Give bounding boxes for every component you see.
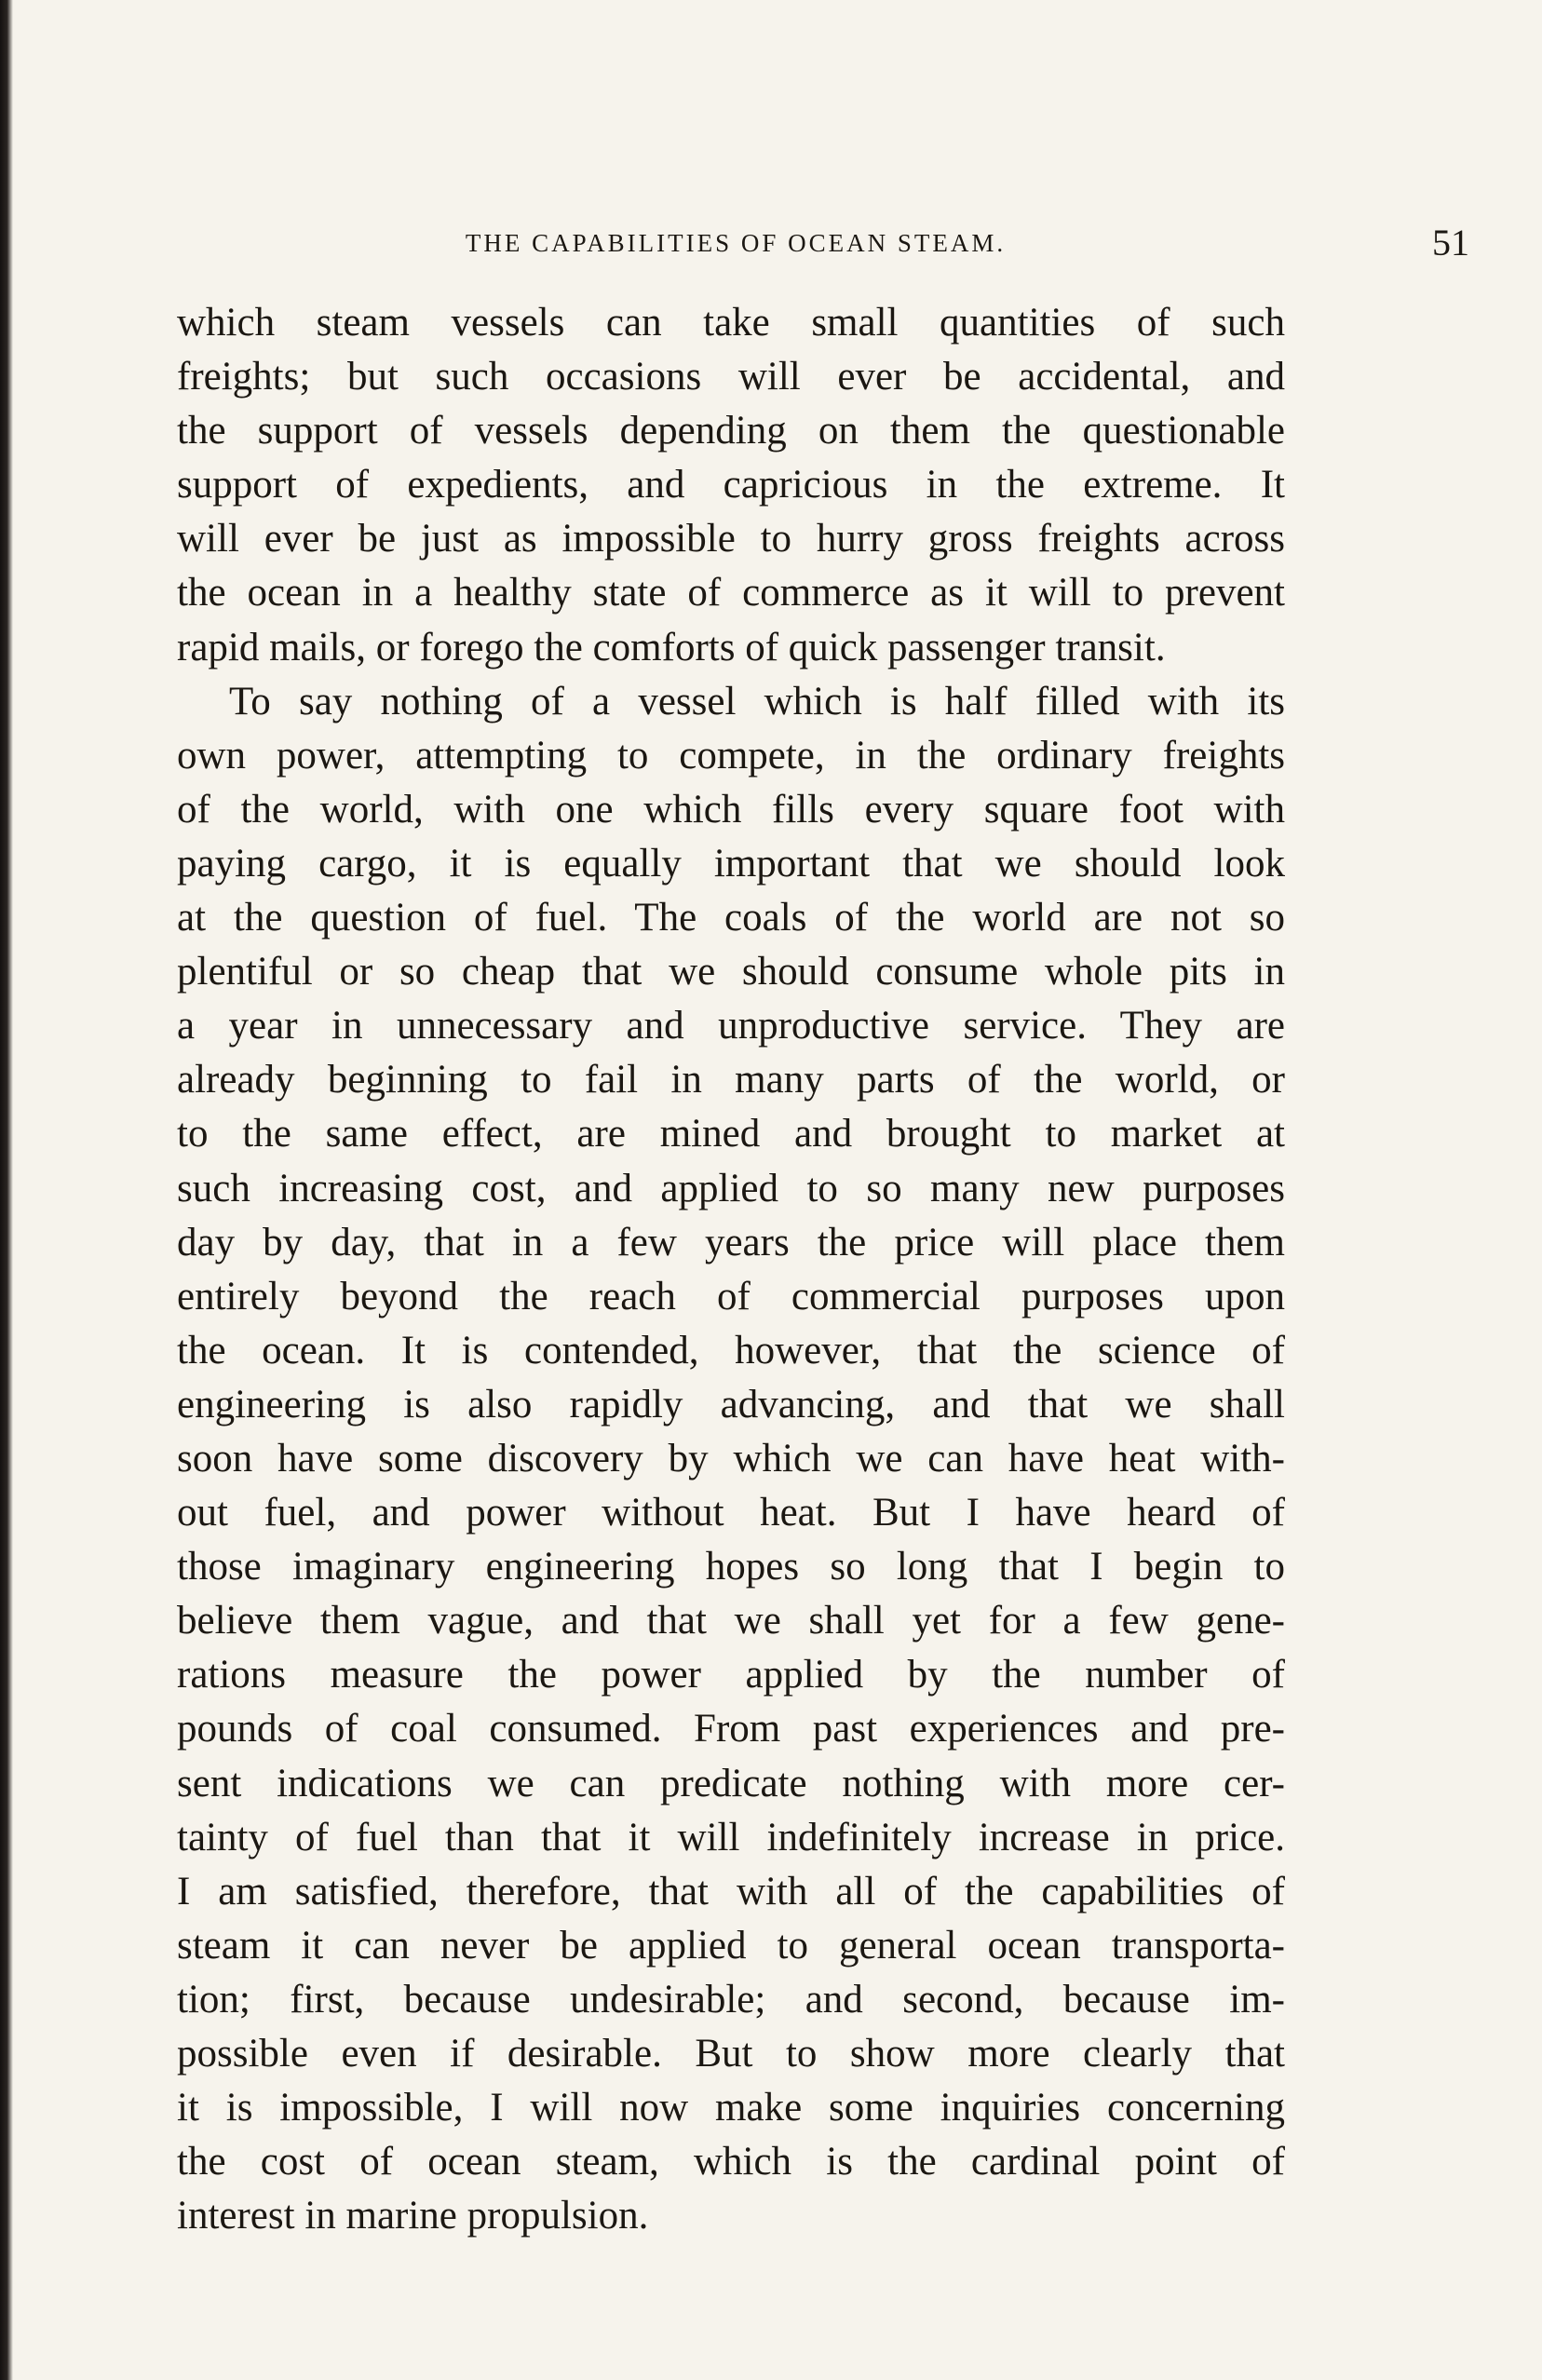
text-line: will ever be just as impossible to hurry gross freights across: [177, 517, 1285, 561]
text-line: steam it can never be applied to general ocean transporta-: [177, 1923, 1285, 1968]
text-line: such increasing cost, and applied to so many new purposes: [177, 1166, 1285, 1210]
text-line: paying cargo, it is equally important that we should look: [177, 841, 1285, 886]
text-line: a year in unnecessary and unproductive service. They are: [177, 1004, 1285, 1048]
text-line: which steam vessels can take small quantities of such: [177, 301, 1285, 345]
text-line: possible even if desirable. But to show more clearly that: [177, 2032, 1285, 2076]
text-line: the support of vessels depending on them the questionable: [177, 409, 1285, 453]
text-line: at the question of fuel. The coals of the world are not so: [177, 896, 1285, 940]
text-line: already beginning to fail in many parts of the world, or: [177, 1058, 1285, 1102]
text-line: entirely beyond the reach of commercial purposes upon: [177, 1274, 1285, 1318]
running-head: [177, 220, 1469, 266]
text-line: day by day, that in a few years the price will place them: [177, 1220, 1285, 1264]
text-line: I am satisfied, therefore, that with all of the capabilities of: [177, 1869, 1285, 1913]
text-line: the cost of ocean steam, which is the cardinal point of: [177, 2140, 1285, 2184]
body-text: [177, 296, 1285, 2243]
text-line: believe them vague, and that we shall yet for a few gene-: [177, 1599, 1285, 1643]
text-line: rapid mails, or forego the comforts of quick passenger transit.: [177, 625, 1166, 669]
text-line: tion; first, because undesirable; and second, because im-: [177, 1977, 1285, 2022]
running-title: THE CAPABILITIES OF OCEAN STEAM.: [465, 229, 1007, 257]
text-line: sent indications we can predicate nothing with more cer-: [177, 1761, 1285, 1805]
text-line: the ocean in a healthy state of commerce as it will to prevent: [177, 571, 1285, 615]
text-line: to the same effect, are mined and brought to market at: [177, 1112, 1285, 1156]
text-line: it is impossible, I will now make some inquiries concerning: [177, 2086, 1285, 2130]
page-binding-edge: [0, 0, 13, 2380]
text-line: of the world, with one which fills every square foot with: [177, 787, 1285, 832]
text-line: tainty of fuel than that it will indefinitely increase in price.: [177, 1815, 1285, 1859]
text-line: interest in marine propulsion.: [177, 2194, 649, 2238]
text-line: soon have some discovery by which we can have heat with-: [177, 1436, 1285, 1481]
text-line: To say nothing of a vessel which is half filled with its: [229, 679, 1285, 723]
text-line: the ocean. It is contended, however, that the science of: [177, 1328, 1285, 1373]
text-line: out fuel, and power without heat. But I have heard of: [177, 1491, 1285, 1535]
text-line: own power, attempting to compete, in the ordinary freights: [177, 733, 1285, 778]
page-number: 51: [1432, 222, 1469, 264]
text-line: plentiful or so cheap that we should consume whole pits in: [177, 950, 1285, 994]
text-line: those imaginary engineering hopes so long that I begin to: [177, 1545, 1285, 1589]
text-line: support of expedients, and capricious in the extreme. It: [177, 463, 1285, 507]
text-line: pounds of coal consumed. From past experiences and pre-: [177, 1707, 1285, 1751]
text-line: freights; but such occasions will ever be accidental, and: [177, 355, 1285, 399]
text-line: engineering is also rapidly advancing, and that we shall: [177, 1382, 1285, 1427]
text-line: rations measure the power applied by the number of: [177, 1653, 1285, 1697]
